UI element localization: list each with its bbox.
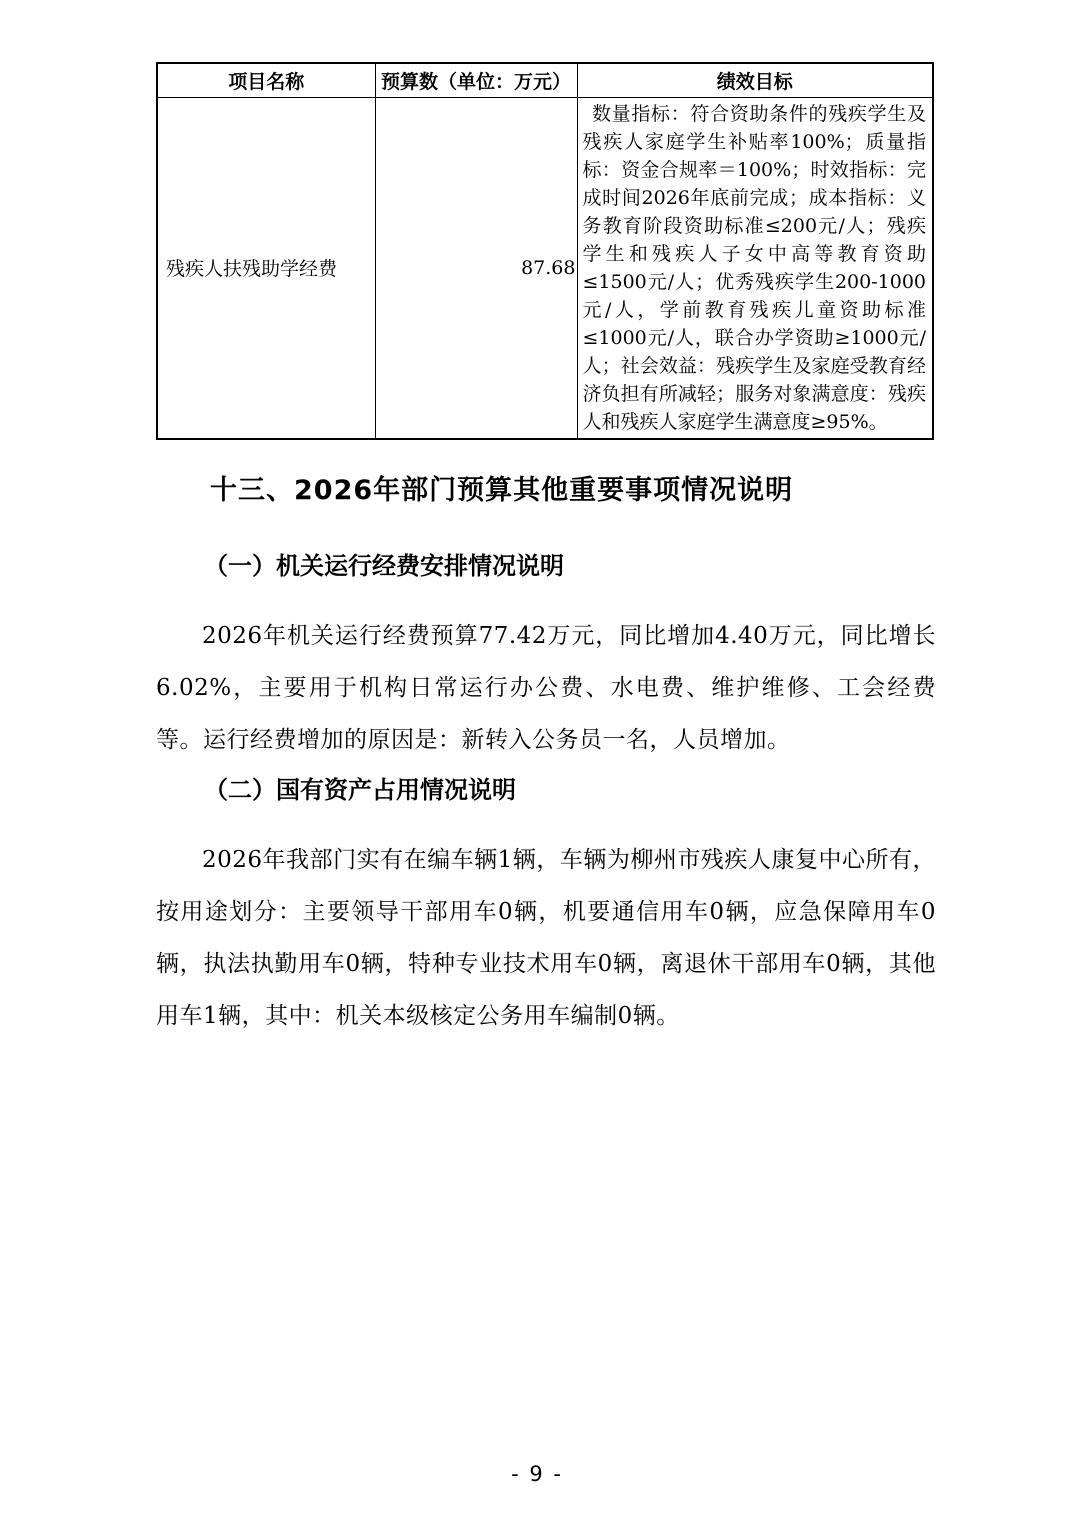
table-row	[157, 97, 933, 439]
table-header-project-name: 项目名称	[157, 63, 375, 97]
subsection-1-paragraph: 2026年机关运行经费预算77.42万元，同比增加4.40万元，同比增长6.02%，主要用于机构日常运行办公费、水电费、维护维修、工会经费等。运行经费增加的原因是：新转入公务员一名，人员增加。	[156, 622, 936, 753]
table-header-row	[157, 63, 933, 97]
table-header-budget: 预算数（单位：万元）	[375, 63, 577, 97]
subsection-1-title: （一）机关运行经费安排情况说明	[204, 550, 564, 580]
table-header-performance-target: 绩效目标	[577, 63, 933, 97]
page-number: - 9 -	[511, 1462, 563, 1486]
performance-target-cell: 数量指标：符合资助条件的残疾学生及残疾人家庭学生补贴率100%；质量指标：资金合规率＝100%；时效指标：完成时间2026年底前完成；成本指标：义务教育阶段资助标准≤200元/人；残疾学生和残疾人子女中高等教育资助≤1500元/人；优秀残疾学生200-1000元/人，学前教育残疾儿童资助标准≤1000元/人，联合办学资助≥1000元/人；社会效益：残疾学生及家庭受教育经济负担有所减轻；服务对象满意度：残疾人和残疾人家庭学生满意度≥95%。	[577, 97, 933, 439]
document-content	[156, 62, 936, 1042]
budget-amount-cell: 87.68	[375, 97, 577, 439]
subsection-2-paragraph: 2026年我部门实有在编车辆1辆，车辆为柳州市残疾人康复中心所有，按用途划分：主要领导干部用车0辆，机要通信用车0辆，应急保障用车0辆，执法执勤用车0辆，特种专业技术用车0辆，离退休干部用车0辆，其他用车1辆，其中：机关本级核定公务用车编制0辆。	[156, 846, 936, 1029]
subsection-2-title: （二）国有资产占用情况说明	[204, 774, 516, 804]
section-heading: 十三、2026年部门预算其他重要事项情况说明	[210, 474, 794, 506]
project-name-cell: 残疾人扶残助学经费	[157, 97, 375, 439]
performance-table	[156, 62, 934, 440]
